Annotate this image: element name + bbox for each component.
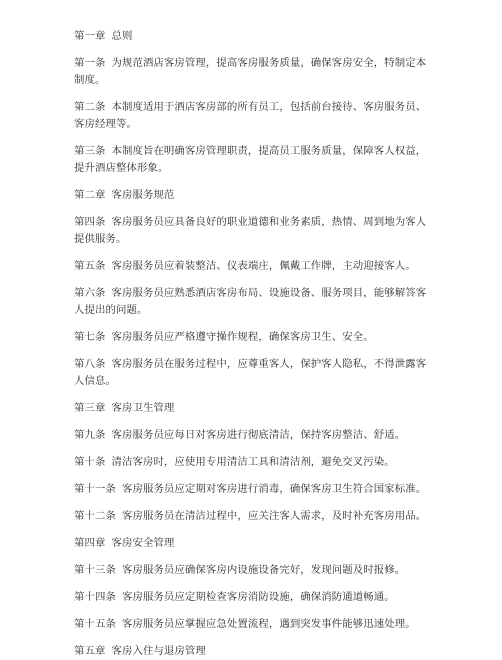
article-label: 第六条 <box>74 287 106 299</box>
article-text: 客房服务员应着装整洁、仪表端庄，佩戴工作牌，主动迎接客人。 <box>111 260 416 272</box>
article-paragraph <box>74 427 430 444</box>
article-paragraph <box>74 616 430 633</box>
chapter-heading <box>74 535 430 552</box>
article-text: 客房服务员应定期检查客房消防设施，确保消防通道畅通。 <box>121 591 395 603</box>
article-paragraph <box>74 589 430 606</box>
chapter-label: 第五章 <box>74 645 106 657</box>
article-text: 客房服务员在服务过程中，应尊重客人，保护客人隐私，不得泄露客人信息。 <box>74 358 427 387</box>
article-label: 第九条 <box>74 429 106 441</box>
article-label: 第八条 <box>74 358 106 370</box>
chapter-label: 第二章 <box>74 189 106 201</box>
article-text: 为规范酒店客房管理，提高客房服务质量，确保客房安全，特制定本制度。 <box>74 57 427 86</box>
article-text: 客房服务员应具备良好的职业道德和业务素质，热情、周到地为客人提供服务。 <box>74 216 427 245</box>
article-text: 客房服务员应定期对客房进行消毒，确保客房卫生符合国家标准。 <box>121 483 427 495</box>
article-label: 第四条 <box>74 216 106 228</box>
article-label: 第五条 <box>74 260 106 272</box>
article-paragraph <box>74 258 430 275</box>
article-paragraph <box>74 454 430 471</box>
article-text: 清洁客房时，应使用专用清洁工具和清洁剂，避免交叉污染。 <box>111 456 395 468</box>
chapter-heading <box>74 187 430 204</box>
article-label: 第二条 <box>74 101 106 113</box>
article-paragraph <box>74 356 430 390</box>
article-paragraph <box>74 508 430 525</box>
article-paragraph <box>74 481 430 498</box>
article-label: 第十一条 <box>74 483 116 495</box>
article-label: 第一条 <box>74 57 106 69</box>
chapter-label: 第四章 <box>74 537 106 549</box>
chapter-title: 客房安全管理 <box>111 537 175 549</box>
article-paragraph <box>74 214 430 248</box>
article-text: 本制度旨在明确客房管理职责，提高员工服务质量，保障客人权益，提升酒店整体形象。 <box>74 145 427 174</box>
article-label: 第十五条 <box>74 618 116 630</box>
article-label: 第三条 <box>74 145 106 157</box>
article-label: 第十二条 <box>74 510 116 522</box>
article-label: 第十三条 <box>74 564 116 576</box>
chapter-title: 客房服务规范 <box>111 189 175 201</box>
article-paragraph <box>74 143 430 177</box>
article-text: 客房服务员应严格遵守操作规程，确保客房卫生、安全。 <box>111 331 374 343</box>
article-paragraph <box>74 55 430 89</box>
article-label: 第十条 <box>74 456 106 468</box>
chapter-heading <box>74 28 430 45</box>
article-text: 本制度适用于酒店客房部的所有员工，包括前台接待、客房服务员、客房经理等。 <box>74 101 427 130</box>
article-label: 第七条 <box>74 331 106 343</box>
document-body <box>74 28 430 660</box>
article-paragraph <box>74 329 430 346</box>
article-label: 第十四条 <box>74 591 116 603</box>
article-text: 客房服务员应掌握应急处置流程，遇到突发事件能够迅速处理。 <box>121 618 416 630</box>
chapter-title: 客房卫生管理 <box>111 402 175 414</box>
chapter-title: 总则 <box>111 30 133 42</box>
article-paragraph <box>74 562 430 579</box>
chapter-heading <box>74 400 430 417</box>
article-text: 客房服务员应确保客房内设施设备完好，发现问题及时报修。 <box>121 564 406 576</box>
article-text: 客房服务员应熟悉酒店客房布局、设施设备、服务项目，能够解答客人提出的问题。 <box>74 287 427 316</box>
chapter-label: 第三章 <box>74 402 106 414</box>
article-text: 客房服务员应每日对客房进行彻底清洁，保持客房整洁、舒适。 <box>111 429 406 441</box>
article-text: 客房服务员在清洁过程中，应关注客人需求，及时补充客房用品。 <box>121 510 427 522</box>
chapter-title: 客房入住与退房管理 <box>111 645 206 657</box>
article-paragraph <box>74 285 430 319</box>
chapter-label: 第一章 <box>74 30 106 42</box>
chapter-heading <box>74 643 430 660</box>
article-paragraph <box>74 99 430 133</box>
